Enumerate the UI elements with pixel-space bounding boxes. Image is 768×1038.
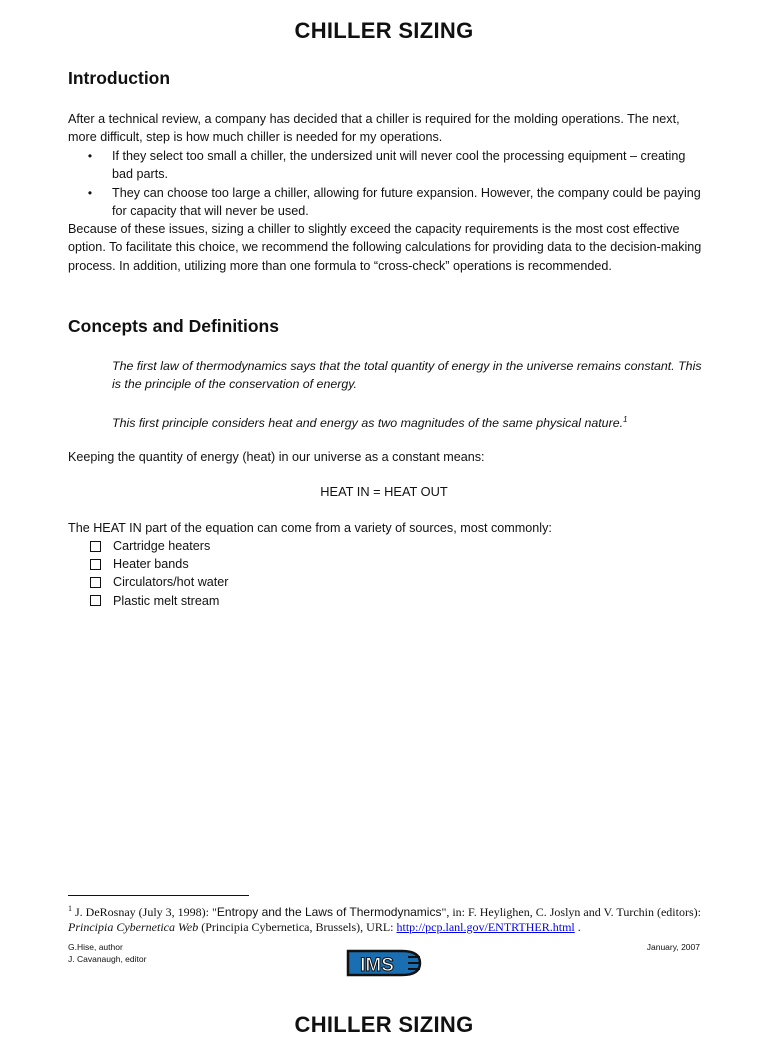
equation: HEAT IN = HEAT OUT	[320, 484, 448, 499]
footnote-link[interactable]: http://pcp.lanl.gov/ENTRTHER.html	[396, 919, 575, 934]
concepts-heading: Concepts and Definitions	[68, 316, 279, 336]
intro-paragraph-2: Because of these issues, sizing a chiller to slightly exceed the capacity requirements is the most cost effective option. To facilitate this choice, we recommend the following calculations for providing data to the decision-making process. In addition, utilizing more than one formula to “cross-check” operations is recommended.	[68, 222, 702, 273]
introduction-heading: Introduction	[68, 68, 171, 88]
bullet-icon: •	[87, 149, 93, 163]
footnote: $^1$ J. DeRosnay (July 3, 1998): "Entropy and the Laws of Thermodynamics", in: F. Heylighen, C. Joslyn and V. Turchin (editors): Principia Cybernetica Web (Principia Cybernetica, Brussels), URL: http://pcp.lanl.gov/ENTRTHER.html .	[68, 904, 701, 934]
quote-first-principle: This first principle considers heat and energy as two magnitudes of the same physical nature.$^1$	[112, 415, 628, 431]
concepts-paragraph: Keeping the quantity of energy (heat) in our universe as a constant means:	[68, 450, 485, 464]
list-item: Circulators/hot water	[90, 573, 228, 591]
list-item: • If they select too small a chiller, the undersized unit will never cool the processing equipment – creating bad parts.	[68, 147, 708, 184]
quote-first-law: The first law of thermodynamics says that the total quantity of energy in the universe remains constant. This is the principle of the conservation of energy.	[112, 359, 702, 392]
logo-text: IMS	[360, 955, 394, 976]
footnote-divider	[68, 895, 249, 896]
intro-bullet-list	[68, 147, 708, 220]
intro-paragraph-1: After a technical review, a company has decided that a chiller is required for the molding operations. The next, more difficult, step is how much chiller is needed for my operations.	[68, 112, 680, 145]
author-credit: G.Hise, author	[68, 942, 123, 952]
bullet-icon: •	[87, 185, 93, 200]
page-title: CHILLER SIZING	[294, 18, 474, 43]
next-page-title: CHILLER SIZING	[294, 1012, 474, 1037]
list-item: Cartridge heaters	[90, 537, 228, 555]
list-item: Heater bands	[90, 555, 228, 573]
heat-sources-list	[90, 537, 228, 610]
checkbox-icon	[90, 577, 101, 588]
editor-credit: J. Cavanaugh, editor	[68, 953, 147, 964]
list-item: • They can choose too large a chiller, allowing for future expansion. However, the company could be paying for capacity that will never be used.	[68, 184, 708, 221]
list-item: Plastic melt stream	[90, 592, 228, 610]
heat-sources-intro: The HEAT IN part of the equation can come from a variety of sources, most commonly:	[68, 521, 552, 535]
checkbox-icon	[90, 541, 101, 552]
checkbox-icon	[90, 559, 101, 570]
ims-logo	[344, 943, 424, 983]
checkbox-icon	[90, 595, 101, 606]
footnote-ref: 1	[623, 415, 628, 424]
footer-date: January, 2007	[646, 942, 700, 952]
footer-credits	[68, 942, 146, 965]
